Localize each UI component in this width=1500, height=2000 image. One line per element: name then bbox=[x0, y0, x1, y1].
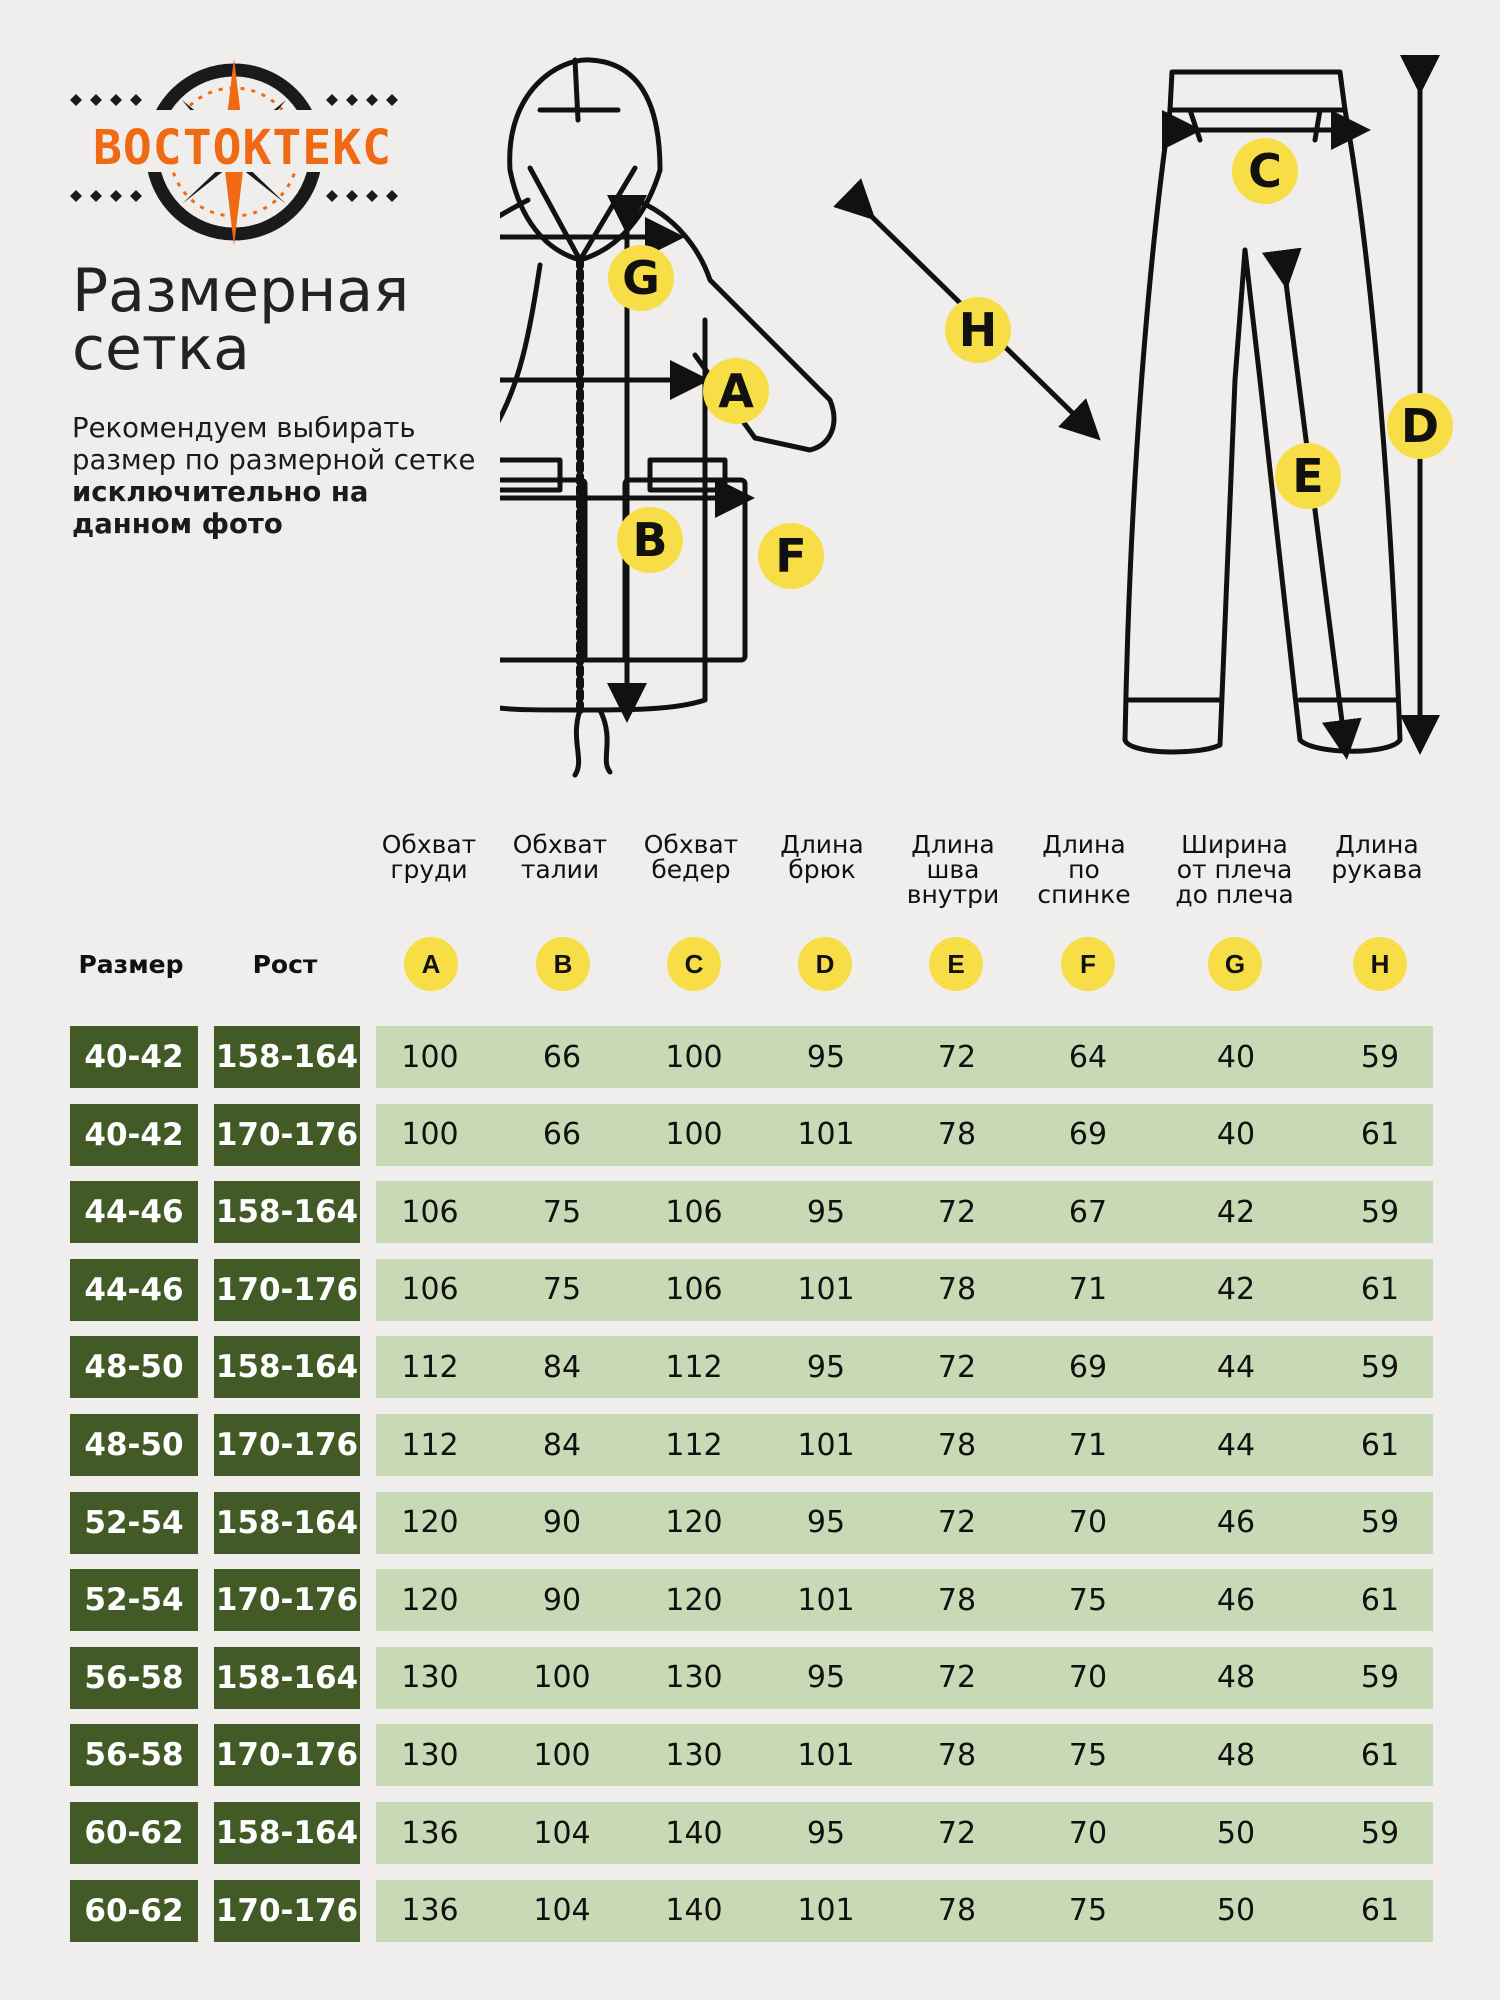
column-header-line: брюк bbox=[788, 855, 856, 884]
size-column-header: Размер bbox=[78, 950, 184, 979]
recommendation-bold: исключительно на данном фото bbox=[72, 476, 369, 540]
value-cell-b: 104 bbox=[533, 1893, 591, 1929]
value-cell-f: 71 bbox=[1068, 1427, 1108, 1463]
value-cell-b: 100 bbox=[533, 1660, 591, 1696]
value-cell-h: 61 bbox=[1360, 1893, 1400, 1929]
column-letter-h: H bbox=[1353, 937, 1407, 991]
table-row bbox=[0, 1026, 1500, 1088]
column-header-line: Обхват bbox=[643, 830, 739, 859]
value-cell-g: 40 bbox=[1216, 1039, 1256, 1075]
marker-d: D bbox=[1387, 393, 1453, 459]
value-cell-f: 64 bbox=[1068, 1039, 1108, 1075]
value-cell-g: 48 bbox=[1216, 1660, 1256, 1696]
height-cell: 170-176 bbox=[214, 1880, 360, 1942]
column-header-line: по bbox=[1068, 855, 1100, 884]
value-cell-h: 59 bbox=[1360, 1505, 1400, 1541]
column-letter-d: D bbox=[798, 937, 852, 991]
height-column-header: Рост bbox=[252, 950, 318, 979]
table-row bbox=[0, 1647, 1500, 1709]
value-cell-h: 61 bbox=[1360, 1582, 1400, 1618]
value-cell-d: 95 bbox=[806, 1815, 846, 1851]
value-cell-b: 75 bbox=[542, 1194, 582, 1230]
table-row bbox=[0, 1414, 1500, 1476]
marker-e: E bbox=[1275, 443, 1341, 509]
value-cell-a: 100 bbox=[401, 1117, 459, 1153]
value-cell-e: 78 bbox=[937, 1427, 977, 1463]
value-cell-a: 120 bbox=[401, 1582, 459, 1618]
value-cell-e: 72 bbox=[937, 1660, 977, 1696]
value-cell-f: 69 bbox=[1068, 1117, 1108, 1153]
value-cell-h: 61 bbox=[1360, 1272, 1400, 1308]
height-cell: 158-164 bbox=[214, 1181, 360, 1243]
height-cell: 170-176 bbox=[214, 1104, 360, 1166]
value-cell-e: 78 bbox=[937, 1737, 977, 1773]
value-cell-f: 70 bbox=[1068, 1815, 1108, 1851]
brand-name: ВОСТОКТЕКС bbox=[93, 120, 392, 176]
table-row bbox=[0, 1724, 1500, 1786]
value-cell-e: 72 bbox=[937, 1505, 977, 1541]
value-cell-e: 78 bbox=[937, 1117, 977, 1153]
value-cell-d: 101 bbox=[797, 1117, 855, 1153]
column-header-line: Длина bbox=[1335, 830, 1419, 859]
table-row bbox=[0, 1880, 1500, 1942]
column-letter-c: C bbox=[667, 937, 721, 991]
column-header-line: талии bbox=[520, 855, 600, 884]
marker-c: C bbox=[1232, 138, 1298, 204]
column-header-line: шва bbox=[926, 855, 980, 884]
size-cell: 48-50 bbox=[70, 1336, 198, 1398]
value-cell-e: 72 bbox=[937, 1194, 977, 1230]
value-cell-d: 101 bbox=[797, 1737, 855, 1773]
table-row bbox=[0, 1492, 1500, 1554]
title-line-1: Размерная bbox=[72, 256, 410, 326]
column-header-line: до плеча bbox=[1175, 880, 1294, 909]
value-cell-a: 100 bbox=[401, 1039, 459, 1075]
size-cell: 40-42 bbox=[70, 1026, 198, 1088]
value-cell-c: 130 bbox=[665, 1737, 723, 1773]
value-cell-d: 95 bbox=[806, 1660, 846, 1696]
value-cell-c: 100 bbox=[665, 1039, 723, 1075]
table-row bbox=[0, 1181, 1500, 1243]
column-header-line: спинке bbox=[1037, 880, 1131, 909]
marker-h: H bbox=[945, 297, 1011, 363]
column-letter-g: G bbox=[1208, 937, 1262, 991]
value-cell-b: 84 bbox=[542, 1427, 582, 1463]
value-cell-f: 67 bbox=[1068, 1194, 1108, 1230]
value-cell-a: 120 bbox=[401, 1505, 459, 1541]
value-cell-e: 72 bbox=[937, 1349, 977, 1385]
value-cell-e: 72 bbox=[937, 1039, 977, 1075]
value-cell-c: 130 bbox=[665, 1660, 723, 1696]
column-header-line: от плеча bbox=[1176, 855, 1293, 884]
value-cell-a: 130 bbox=[401, 1660, 459, 1696]
value-cell-h: 61 bbox=[1360, 1737, 1400, 1773]
value-cell-c: 120 bbox=[665, 1582, 723, 1618]
value-cell-a: 136 bbox=[401, 1893, 459, 1929]
value-cell-e: 78 bbox=[937, 1272, 977, 1308]
height-cell: 158-164 bbox=[214, 1336, 360, 1398]
column-header-line: бедер bbox=[651, 855, 731, 884]
value-cell-d: 101 bbox=[797, 1427, 855, 1463]
title-line-2: сетка bbox=[72, 314, 250, 384]
size-cell: 44-46 bbox=[70, 1259, 198, 1321]
size-cell: 44-46 bbox=[70, 1181, 198, 1243]
marker-a: A bbox=[703, 358, 769, 424]
value-cell-c: 106 bbox=[665, 1272, 723, 1308]
value-cell-c: 140 bbox=[665, 1893, 723, 1929]
value-cell-g: 40 bbox=[1216, 1117, 1256, 1153]
value-cell-g: 46 bbox=[1216, 1505, 1256, 1541]
size-cell: 52-54 bbox=[70, 1492, 198, 1554]
size-cell: 60-62 bbox=[70, 1880, 198, 1942]
value-cell-g: 50 bbox=[1216, 1893, 1256, 1929]
value-cell-c: 140 bbox=[665, 1815, 723, 1851]
column-header-line: Ширина bbox=[1181, 830, 1288, 859]
size-cell: 40-42 bbox=[70, 1104, 198, 1166]
value-cell-b: 90 bbox=[542, 1582, 582, 1618]
value-cell-d: 95 bbox=[806, 1505, 846, 1541]
table-row bbox=[0, 1569, 1500, 1631]
value-cell-a: 112 bbox=[401, 1349, 459, 1385]
height-cell: 158-164 bbox=[214, 1802, 360, 1864]
column-header-line: Обхват bbox=[381, 830, 477, 859]
value-cell-h: 59 bbox=[1360, 1349, 1400, 1385]
value-cell-h: 59 bbox=[1360, 1815, 1400, 1851]
value-cell-f: 70 bbox=[1068, 1505, 1108, 1541]
value-cell-e: 78 bbox=[937, 1582, 977, 1618]
value-cell-d: 101 bbox=[797, 1582, 855, 1618]
value-cell-a: 136 bbox=[401, 1815, 459, 1851]
value-cell-c: 112 bbox=[665, 1349, 723, 1385]
column-letter-a: A bbox=[404, 937, 458, 991]
column-letter-e: E bbox=[929, 937, 983, 991]
height-cell: 170-176 bbox=[214, 1569, 360, 1631]
height-cell: 170-176 bbox=[214, 1724, 360, 1786]
value-cell-g: 42 bbox=[1216, 1272, 1256, 1308]
height-cell: 158-164 bbox=[214, 1492, 360, 1554]
value-cell-h: 61 bbox=[1360, 1117, 1400, 1153]
value-cell-f: 75 bbox=[1068, 1582, 1108, 1618]
value-cell-f: 75 bbox=[1068, 1893, 1108, 1929]
value-cell-f: 75 bbox=[1068, 1737, 1108, 1773]
size-cell: 52-54 bbox=[70, 1569, 198, 1631]
value-cell-c: 100 bbox=[665, 1117, 723, 1153]
value-cell-d: 101 bbox=[797, 1893, 855, 1929]
table-row bbox=[0, 1802, 1500, 1864]
value-cell-b: 66 bbox=[542, 1039, 582, 1075]
value-cell-e: 78 bbox=[937, 1893, 977, 1929]
column-header-line: груди bbox=[390, 855, 468, 884]
value-cell-g: 44 bbox=[1216, 1427, 1256, 1463]
value-cell-c: 106 bbox=[665, 1194, 723, 1230]
column-header-line: Длина bbox=[780, 830, 864, 859]
value-cell-a: 130 bbox=[401, 1737, 459, 1773]
value-cell-b: 75 bbox=[542, 1272, 582, 1308]
value-cell-a: 106 bbox=[401, 1194, 459, 1230]
value-cell-g: 50 bbox=[1216, 1815, 1256, 1851]
table-row bbox=[0, 1259, 1500, 1321]
column-header-line: Длина bbox=[1042, 830, 1126, 859]
value-cell-h: 59 bbox=[1360, 1039, 1400, 1075]
value-cell-e: 72 bbox=[937, 1815, 977, 1851]
value-cell-h: 61 bbox=[1360, 1427, 1400, 1463]
size-cell: 60-62 bbox=[70, 1802, 198, 1864]
column-letter-f: F bbox=[1061, 937, 1115, 991]
column-header-line: Обхват bbox=[512, 830, 608, 859]
value-cell-g: 46 bbox=[1216, 1582, 1256, 1618]
value-cell-c: 112 bbox=[665, 1427, 723, 1463]
value-cell-d: 101 bbox=[797, 1272, 855, 1308]
value-cell-d: 95 bbox=[806, 1194, 846, 1230]
value-cell-h: 59 bbox=[1360, 1660, 1400, 1696]
column-header-line: рукава bbox=[1331, 855, 1423, 884]
recommendation-normal: Рекомендуем выбирать размер по размерной сетке bbox=[72, 412, 476, 476]
marker-b: B bbox=[617, 507, 683, 573]
value-cell-b: 104 bbox=[533, 1815, 591, 1851]
column-letter-b: B bbox=[536, 937, 590, 991]
height-cell: 158-164 bbox=[214, 1026, 360, 1088]
size-cell: 56-58 bbox=[70, 1724, 198, 1786]
value-cell-g: 42 bbox=[1216, 1194, 1256, 1230]
value-cell-b: 66 bbox=[542, 1117, 582, 1153]
value-cell-b: 90 bbox=[542, 1505, 582, 1541]
value-cell-d: 95 bbox=[806, 1349, 846, 1385]
height-cell: 158-164 bbox=[214, 1647, 360, 1709]
size-cell: 56-58 bbox=[70, 1647, 198, 1709]
value-cell-f: 69 bbox=[1068, 1349, 1108, 1385]
column-header-line: внутри bbox=[906, 880, 1000, 909]
height-cell: 170-176 bbox=[214, 1259, 360, 1321]
value-cell-b: 84 bbox=[542, 1349, 582, 1385]
value-cell-f: 70 bbox=[1068, 1660, 1108, 1696]
height-cell: 170-176 bbox=[214, 1414, 360, 1476]
marker-g: G bbox=[608, 245, 674, 311]
column-header-line: Длина bbox=[911, 830, 995, 859]
table-row bbox=[0, 1336, 1500, 1398]
value-cell-g: 48 bbox=[1216, 1737, 1256, 1773]
marker-f: F bbox=[758, 523, 824, 589]
value-cell-h: 59 bbox=[1360, 1194, 1400, 1230]
value-cell-f: 71 bbox=[1068, 1272, 1108, 1308]
value-cell-c: 120 bbox=[665, 1505, 723, 1541]
size-cell: 48-50 bbox=[70, 1414, 198, 1476]
value-cell-b: 100 bbox=[533, 1737, 591, 1773]
value-cell-a: 106 bbox=[401, 1272, 459, 1308]
value-cell-d: 95 bbox=[806, 1039, 846, 1075]
value-cell-g: 44 bbox=[1216, 1349, 1256, 1385]
table-row bbox=[0, 1104, 1500, 1166]
value-cell-a: 112 bbox=[401, 1427, 459, 1463]
